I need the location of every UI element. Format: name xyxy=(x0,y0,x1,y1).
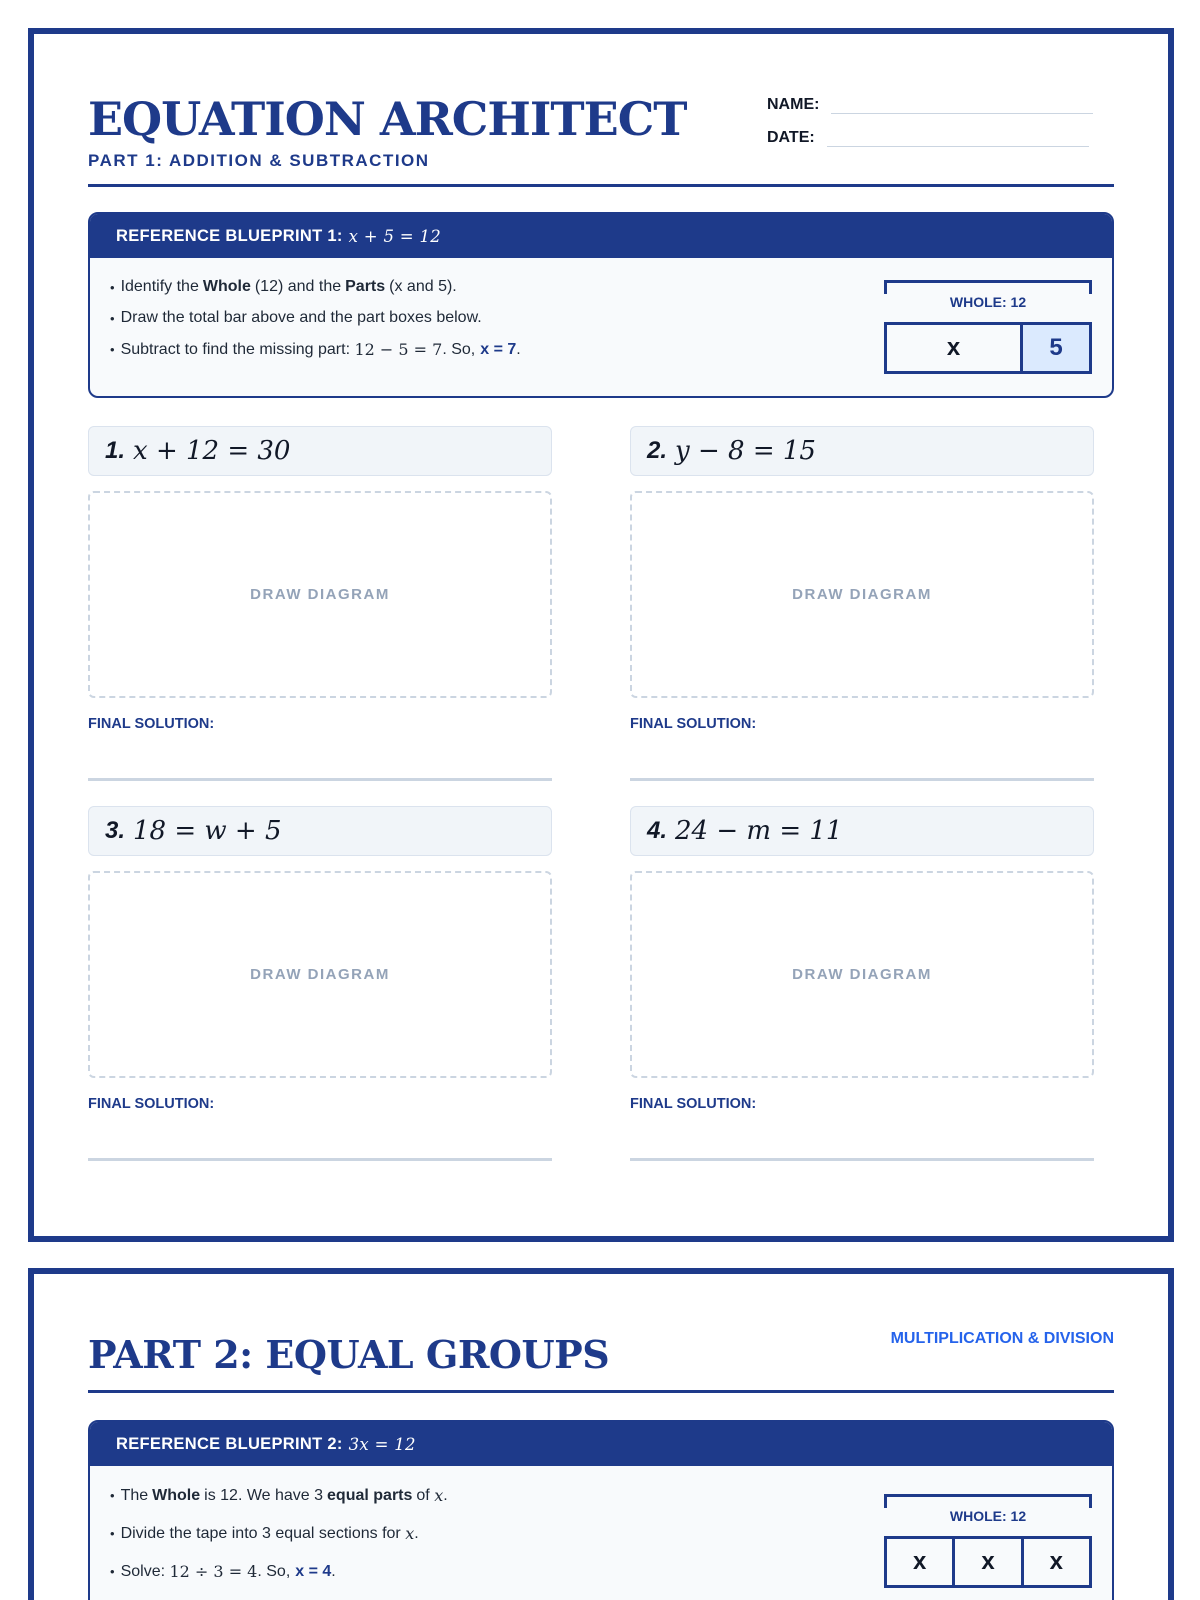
page-subtitle: PART 1: ADDITION & SUBTRACTION xyxy=(88,151,430,170)
worksheet-page-1 xyxy=(28,28,1174,1242)
tape-diagram xyxy=(884,1494,1092,1594)
tape-bar xyxy=(884,1536,1092,1588)
tape-bar xyxy=(884,322,1092,374)
blueprint-step: • Draw the total bar above and the part boxes below. xyxy=(110,309,482,326)
tape-part-unknown: x xyxy=(946,334,961,361)
solution-label: FINAL SOLUTION: xyxy=(88,716,215,732)
problem-equation: 2. y − 8 = 15 xyxy=(630,426,1094,476)
solution-line[interactable] xyxy=(88,1158,552,1161)
blueprint-step: • Divide the tape into 3 equal sections for x . xyxy=(110,1524,419,1543)
tape-part: x xyxy=(912,1548,927,1575)
problem-equation: 1. x + 12 = 30 xyxy=(88,426,552,476)
solution-line[interactable] xyxy=(630,1158,1094,1161)
diagram-area[interactable]: DRAW DIAGRAM xyxy=(88,871,552,1078)
worksheet-page-2 xyxy=(28,1268,1174,1600)
date-field[interactable] xyxy=(827,127,1089,147)
solution-label: FINAL SOLUTION: xyxy=(630,716,757,732)
problem-number: 3. xyxy=(105,817,126,844)
whole-brace xyxy=(884,280,1092,294)
page-title: EQUATION ARCHITECT xyxy=(88,92,687,146)
date-label: DATE: xyxy=(767,129,815,146)
diagram-area[interactable]: DRAW DIAGRAM xyxy=(630,871,1094,1078)
whole-brace xyxy=(884,1494,1092,1508)
problem-2 xyxy=(630,426,1094,781)
tape-part: x xyxy=(952,1539,1020,1585)
reference-blueprint-1 xyxy=(88,212,1114,398)
solution-line[interactable] xyxy=(630,778,1094,781)
blueprint-answer: x = 4 xyxy=(295,1562,332,1580)
reference-blueprint-2 xyxy=(88,1420,1114,1600)
blueprint-answer: x = 7 xyxy=(480,340,517,358)
problem-number: 2. xyxy=(647,437,668,464)
name-label: NAME: xyxy=(767,96,820,113)
problem-number: 4. xyxy=(647,817,668,844)
problem-number: 1. xyxy=(105,437,126,464)
blueprint-steps xyxy=(110,1486,448,1594)
tape-part: x xyxy=(1021,1539,1089,1585)
solution-label: FINAL SOLUTION: xyxy=(630,1096,757,1112)
part2-title: PART 2: EQUAL GROUPS xyxy=(88,1332,610,1377)
date-row xyxy=(767,127,1089,147)
blueprint-label: REFERENCE BLUEPRINT 1: xyxy=(116,226,343,245)
solution-label: FINAL SOLUTION: xyxy=(88,1096,215,1112)
problem-3 xyxy=(88,806,552,1161)
blueprint-label: REFERENCE BLUEPRINT 2: xyxy=(116,1434,343,1453)
tape-diagram xyxy=(884,280,1092,376)
name-field[interactable] xyxy=(831,94,1093,114)
blueprint-step: • The Whole is 12. We have 3 equal parts of x . xyxy=(110,1486,448,1505)
problem-equation: 3. 18 = w + 5 xyxy=(88,806,552,856)
problem-equation: 4. 24 − m = 11 xyxy=(630,806,1094,856)
part2-divider xyxy=(88,1390,1114,1393)
blueprint-equation: x + 5 = 12 xyxy=(348,226,442,246)
blueprint-header xyxy=(90,214,1112,258)
tape-part-known: 5 xyxy=(1020,325,1089,371)
header-divider xyxy=(88,184,1114,187)
solution-line[interactable] xyxy=(88,778,552,781)
blueprint-step: • Solve: 12 ÷ 3 = 4 . So, x = 4 . xyxy=(110,1562,336,1581)
whole-label: WHOLE: 12 xyxy=(949,294,1027,310)
blueprint-steps xyxy=(110,278,521,372)
blueprint-step: • Identify the Whole (12) and the Parts (x and 5). xyxy=(110,278,457,295)
diagram-area[interactable]: DRAW DIAGRAM xyxy=(630,491,1094,698)
whole-label: WHOLE: 12 xyxy=(949,1508,1027,1524)
blueprint-equation: 3x = 12 xyxy=(348,1434,416,1454)
diagram-area[interactable]: DRAW DIAGRAM xyxy=(88,491,552,698)
problem-4 xyxy=(630,806,1094,1161)
blueprint-step: • Subtract to find the missing part: 12 − 5 = 7 . So, x = 7 . xyxy=(110,340,521,359)
problem-1 xyxy=(88,426,552,781)
part2-tag: MULTIPLICATION & DIVISION xyxy=(890,1330,1114,1347)
name-row xyxy=(767,94,1093,114)
blueprint-header xyxy=(90,1422,1112,1466)
